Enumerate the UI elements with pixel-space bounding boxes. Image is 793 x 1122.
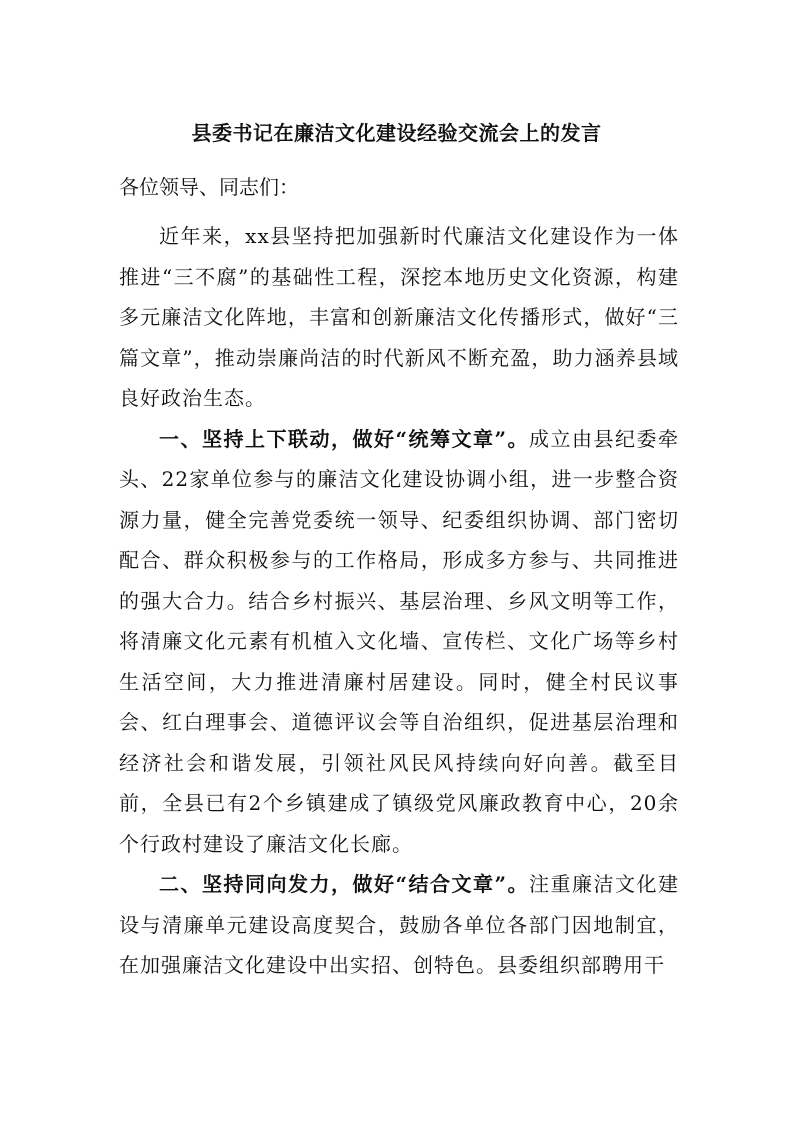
intro-paragraph [119, 216, 679, 419]
section-two-text: 注重廉洁文化建设与清廉单元建设高度契合，鼓励各单位各部门因地制宜，在加强廉洁文化建设中出实招、创特色。县委组织部聘用干 [119, 872, 679, 977]
section-one-heading: 一、坚持上下联动，做好“统筹文章”。 [159, 426, 529, 451]
document-body [119, 216, 679, 986]
section-two-paragraph [119, 864, 679, 986]
salutation: 各位领导、同志们： [119, 175, 299, 199]
intro-paragraph-text: 近年来，xx县坚持把加强新时代廉洁文化建设作为一体推进“三不腐”的基础性工程，深挖本地历史文化资源，构建多元廉洁文化阵地，丰富和创新廉洁文化传播形式，做好“三篇文章”，推动崇廉尚洁的时代新风不断充盈，助力涵养县域良好政治生态。 [119, 224, 679, 410]
document-title: 县委书记在廉洁文化建设经验交流会上的发言 [191, 121, 602, 145]
section-two-heading: 二、坚持同向发力，做好“结合文章”。 [159, 872, 529, 896]
section-one-text: 成立由县纪委牵头、22家单位参与的廉洁文化建设协调小组，进一步整合资源力量，健全完善党委统一领导、纪委组织协调、部门密切配合、群众积极参与的工作格局，形成多方参与、共同推进的强大合力。结合乡村振兴、基层治理、乡风文明等工作，将清廉文化元素有机植入文化墙、宣传栏、文化广场等乡村生活空间，大力推进清廉村居建设。同时，健全村民议事会、红白理事会、道德评议会等自治组织，促进基层治理和经济社会和谐发展，引领社风民风持续向好向善。截至目前，全县已有2个乡镇建成了镇级党风廉政教育中心，20余个行政村建设了廉洁文化长廊。 [119, 426, 679, 856]
section-one-paragraph [119, 419, 679, 865]
